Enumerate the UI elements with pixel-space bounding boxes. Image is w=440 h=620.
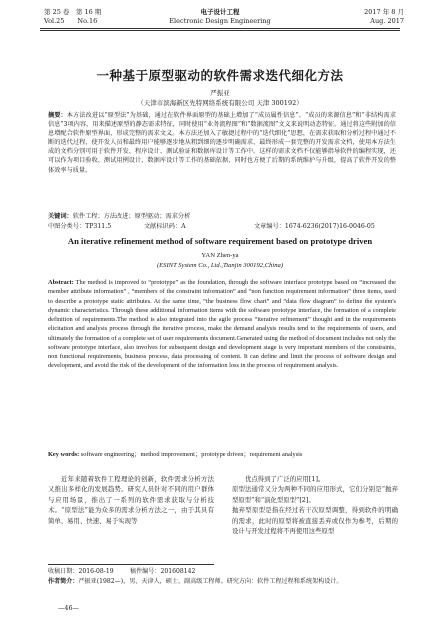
body-paragraph-right: 优点得到了广泛的应用[1]。 原型法通常又分为两种不同的应用形式，它们分别是“抛弃型原型”和“演化型原型”[2]。 抛弃型原型是指在经过若干次原型调整，得到软件的明确的需求，此时的原型将被直接丢弃或仅作为参考，后期的设计与开发过程将不再使用这些原型 [232,475,398,536]
abstract-text-en: The method is improved to “prototype” as the foundation, through the software interface prototype based on “increased the member attribute information” , “members of the constraint information” and “non function requirement information” three items, used to describe a prototype static attributes. At the same time, “the business flow chart” and “data flow diagram” to define the system's dynamic characteristics. Through these additional information items with the software prototype interface, the formation of a complete definition of requirements.The method is also integrated into the agile process “iterative refinement” thought and in the requirements elicitation and analysis process through the iterative process, make the demand analysis results tend to the requirements of users, and ultimately the formation of a complete set of user requirements document.Generated using the method of document includes not only the software prototype interface, also involves for subsequent design and development stage is very important members of the constraints, non functional requirements, business process, data processing of content. It can define and limit the process of software design and development, and avoid the risk of the development of the information loss in the process of requirement analysis. [48,279,396,370]
keywords-text-cn: 软件工程；方法改进；原型驱动；需求分析 [72,213,191,220]
journal-header [0,0,440,56]
body-paragraph-left: 近年来随着软件工程理论的创新，软件需求分析方法又推出多样化的发展趋势。研究人员针对不同的用户群体与应用场景，推出了一系列的软件需求获取与分析技术。“原型法”能为众多的需求分析方法之一，由于其具有简单、易用、快速、易于实现等 [48,475,214,525]
article-title-en: An iterative refinement method of software requirement based on prototype driven [67,236,373,246]
footnote-dates [48,568,398,577]
footnote-author-bio [48,578,398,587]
author-affiliation-en: (ESINT System Co., Ltd.,Tianjin 300192,China) [156,262,284,269]
author-bio-label: 作者简介： [48,578,79,585]
abstract-cn [48,111,396,175]
abstract-text-cn: 本方法改进以“原型法”为基础，通过在软件界面原型的基础上增加了“成员属性信息”、“成员的来源信息”和“非结构需求信息”3项内容，用来描述原型的静态需求特征，同时使用“业务流程图”和“数据流图”文义来说明动态特征。通过将这些附加的信息增配合软件原型界面，形成完整的需求文义。本方法还加入了敏捷过程中的“迭代细化”思想，在需求获取和分析过程中通过不断的迭代过程，使开发人员和最终用户能够逐步地从粗到细的逐步明确需求，最终形成一套完整的开发需求文档，使用本方法生成的文档分别可用于软件开发、程序设计、测试验证和数据库设计等工作中。这样的需求文档不仅能够指导软件的编程实现，还可以作为项目验收、测试用例设计、数据库设计等工作的基础依据，同时也方便了后期的系统维护与升级，提高了软件开发的整体效率与质量。 [48,112,397,174]
page-number: —46— [58,604,79,612]
clc-number: 中图分类号：TP311.5 [48,223,112,230]
keywords-cn [48,212,396,221]
article-number: 文章编号：1674-6236(2017)16-0046-05 [254,223,375,230]
journal-name-cn: 电子设计工程 [200,8,240,16]
volume-en: Vol.25 No.16 [44,16,98,25]
author-name-en: YAN Zhen-ya [201,252,239,259]
manuscript-number: 稿件编号：201608142 [130,568,196,575]
author-name-cn: 严振亚 [210,89,230,97]
body-column-left [48,474,214,526]
volume-cn: 第 25 卷 第 16 期 [44,8,102,16]
body-column-right [232,474,398,536]
issue-date [364,8,404,25]
author-affiliation-cn: （天津市滨海新区先特网络系统有限公司 天津 300192） [137,99,303,107]
header-rule-top [40,28,400,29]
received-date: 收稿日期：2016-08-19 [48,568,114,575]
date-en: Aug. 2017 [370,16,404,25]
keywords-en [48,450,396,459]
date-cn: 2017 年 8 月 [364,8,404,16]
keywords-text-en: software engineering；method improvement；prototype driven；requirement analysis [80,451,303,458]
footnote-rule [48,564,214,565]
document-code: 文献标识码：A [144,223,186,230]
keywords-label-cn: 关键词： [48,213,73,220]
keywords-label-en: Key words: [48,451,80,458]
article-title-cn: 一种基于原型驱动的软件需求迭代细化方法 [96,68,344,83]
header-rule-bottom [40,30,400,31]
journal-name-en: Electronic Design Engineering [169,16,271,25]
abstract-en [48,278,396,371]
abstract-label-cn: 摘要： [48,112,67,119]
author-bio-text: 严振亚(1982—)，男，天津人，硕士，副高级工程师。研究方向：软件工程过程和系统架构设计。 [78,578,343,585]
abstract-label-en: Abstract: [48,279,74,286]
